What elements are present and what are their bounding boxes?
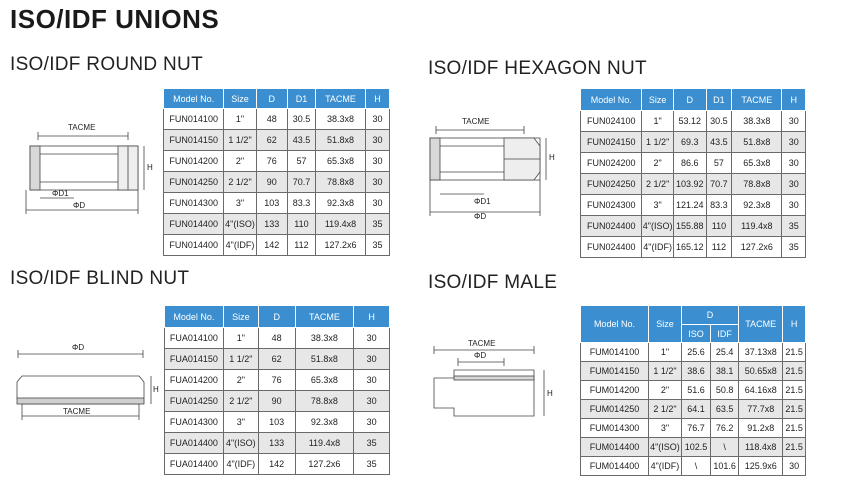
table-cell: FUN014100 — [164, 109, 224, 130]
table-cell: 78.8x8 — [316, 172, 366, 193]
round-nut-drawing — [18, 118, 158, 218]
hexagon-nut-drawing — [424, 112, 574, 222]
table-cell: 2" — [648, 381, 681, 400]
table-cell: 1" — [648, 343, 681, 362]
table-cell: 1 1/2" — [642, 132, 673, 153]
table-row — [581, 457, 806, 476]
table-cell: 64.1 — [682, 400, 711, 419]
column-header: Model No. — [581, 89, 642, 111]
table-cell: 21.5 — [783, 362, 806, 381]
column-header: H — [366, 89, 390, 109]
table-cell: 50.65x8 — [739, 362, 783, 381]
table-row — [165, 328, 390, 349]
table-row — [581, 132, 806, 153]
table-cell: 112 — [287, 235, 315, 256]
table-row — [164, 235, 390, 256]
table-cell: 4"(IDF) — [648, 457, 681, 476]
table-cell: 51.8x8 — [316, 130, 366, 151]
table-cell: FUN014150 — [164, 130, 224, 151]
table-cell: 30 — [354, 391, 390, 412]
column-header: Model No. — [581, 306, 649, 343]
table-cell: 101.6 — [711, 457, 739, 476]
table-cell: 142 — [258, 454, 295, 475]
table-row — [581, 174, 806, 195]
table-cell: 43.5 — [706, 132, 732, 153]
table-cell: 64.16x8 — [739, 381, 783, 400]
column-header: D — [673, 89, 706, 111]
table-cell: 118.4x8 — [739, 438, 783, 457]
table-cell: 30 — [782, 195, 806, 216]
table-cell: 76.7 — [682, 419, 711, 438]
table-cell: 30.5 — [287, 109, 315, 130]
column-header: Size — [224, 89, 256, 109]
table-cell: 78.8x8 — [732, 174, 782, 195]
table-cell: 62 — [256, 130, 287, 151]
table-cell: FUA014150 — [165, 349, 224, 370]
table-cell: 127.2x6 — [316, 235, 366, 256]
table-cell: 35 — [354, 454, 390, 475]
table-cell: 2" — [223, 370, 258, 391]
table-cell: 3" — [648, 419, 681, 438]
table-cell: 30 — [354, 328, 390, 349]
table-cell: 2 1/2" — [642, 174, 673, 195]
male-h-label: H — [547, 389, 553, 398]
table-cell: 78.8x8 — [295, 391, 354, 412]
column-header: TACME — [316, 89, 366, 109]
table-cell: 51.8x8 — [295, 349, 354, 370]
round-nut-d1-label: ΦD1 — [52, 189, 69, 198]
table-cell: 90 — [256, 172, 287, 193]
column-header: D1 — [706, 89, 732, 111]
column-header: D — [258, 306, 295, 328]
table-cell: 103.92 — [673, 174, 706, 195]
hexagon-nut-d-label: ΦD — [474, 212, 487, 221]
table-cell: 4"(IDF) — [224, 235, 256, 256]
table-cell: 30 — [354, 370, 390, 391]
column-header: D1 — [287, 89, 315, 109]
table-cell: FUM014150 — [581, 362, 649, 381]
table-cell: FUN024300 — [581, 195, 642, 216]
table-cell: 30 — [354, 349, 390, 370]
table-cell: FUA014200 — [165, 370, 224, 391]
table-cell: 65.3x8 — [732, 153, 782, 174]
table-cell: 35 — [366, 235, 390, 256]
table-cell: 35 — [782, 237, 806, 258]
table-cell: 1" — [223, 328, 258, 349]
table-cell: 1" — [224, 109, 256, 130]
hexagon-nut-h-label: H — [549, 153, 555, 162]
table-cell: 25.6 — [682, 343, 711, 362]
column-header: H — [782, 89, 806, 111]
blind-nut-h-label: H — [153, 385, 159, 394]
table-cell: 155.88 — [673, 216, 706, 237]
column-header: H — [783, 306, 806, 343]
table-cell: 133 — [256, 214, 287, 235]
table-cell: 92.3x8 — [732, 195, 782, 216]
table-cell: 119.4x8 — [316, 214, 366, 235]
table-cell: 165.12 — [673, 237, 706, 258]
round-nut-title: ISO/IDF ROUND NUT — [10, 54, 203, 75]
table-cell: 83.3 — [287, 193, 315, 214]
table-cell: FUM014250 — [581, 400, 649, 419]
male-d-label: ΦD — [474, 351, 487, 360]
table-cell: 4"(IDF) — [223, 454, 258, 475]
table-row — [581, 419, 806, 438]
column-header: Size — [223, 306, 258, 328]
table-cell: 2 1/2" — [223, 391, 258, 412]
table-cell: 142 — [256, 235, 287, 256]
table-cell: 110 — [706, 216, 732, 237]
table-cell: 76 — [256, 151, 287, 172]
round-nut-tacme-label: TACME — [68, 123, 96, 132]
table-cell: 90 — [258, 391, 295, 412]
table-cell: 3" — [223, 412, 258, 433]
table-cell: FUN024400 — [581, 237, 642, 258]
table-cell: 43.5 — [287, 130, 315, 151]
table-cell: 69.3 — [673, 132, 706, 153]
column-header: Size — [648, 306, 681, 343]
table-cell: FUA014400 — [165, 454, 224, 475]
table-cell: 63.5 — [711, 400, 739, 419]
table-cell: 119.4x8 — [732, 216, 782, 237]
table-row — [581, 400, 806, 419]
table-row — [581, 362, 806, 381]
table-cell: 30 — [366, 151, 390, 172]
table-cell: 38.3x8 — [316, 109, 366, 130]
table-cell: 125.9x6 — [739, 457, 783, 476]
table-cell: FUN024100 — [581, 111, 642, 132]
male-table — [580, 305, 806, 476]
sub-column-header: ISO — [682, 325, 711, 343]
table-row — [164, 151, 390, 172]
table-cell: 110 — [287, 214, 315, 235]
table-cell: FUN024400 — [581, 216, 642, 237]
table-cell: 30 — [782, 132, 806, 153]
hexagon-nut-title: ISO/IDF HEXAGON NUT — [428, 58, 647, 79]
hexagon-nut-table — [580, 88, 806, 258]
table-cell: 53.12 — [673, 111, 706, 132]
table-cell: 2" — [224, 151, 256, 172]
table-cell: 38.6 — [682, 362, 711, 381]
blind-nut-drawing — [8, 340, 158, 430]
table-cell: 65.3x8 — [316, 151, 366, 172]
table-row — [165, 412, 390, 433]
table-cell: FUM014400 — [581, 457, 649, 476]
table-cell: 70.7 — [706, 174, 732, 195]
table-cell: FUN024200 — [581, 153, 642, 174]
table-row — [165, 433, 390, 454]
table-row — [581, 438, 806, 457]
table-cell: FUN014200 — [164, 151, 224, 172]
table-cell: 51.8x8 — [732, 132, 782, 153]
table-cell: 127.2x6 — [732, 237, 782, 258]
column-header: H — [354, 306, 390, 328]
blind-nut-table — [164, 305, 390, 475]
table-cell: 21.5 — [783, 419, 806, 438]
table-cell: 21.5 — [783, 381, 806, 400]
table-row — [581, 216, 806, 237]
table-cell: 76.2 — [711, 419, 739, 438]
blind-nut-tacme-label: TACME — [63, 407, 91, 416]
table-cell: 1 1/2" — [223, 349, 258, 370]
male-drawing — [424, 336, 574, 446]
table-cell: 4"(ISO) — [223, 433, 258, 454]
table-cell: 1 1/2" — [224, 130, 256, 151]
male-tacme-label: TACME — [468, 339, 496, 348]
table-cell: FUN024250 — [581, 174, 642, 195]
column-header: TACME — [739, 306, 783, 343]
table-cell: 57 — [706, 153, 732, 174]
table-cell: 65.3x8 — [295, 370, 354, 391]
table-cell: FUN024150 — [581, 132, 642, 153]
table-cell: 30 — [366, 109, 390, 130]
table-row — [581, 111, 806, 132]
round-nut-d-label: ΦD — [73, 201, 86, 210]
table-row — [165, 454, 390, 475]
page-title: ISO/IDF UNIONS — [10, 4, 220, 34]
table-row — [164, 109, 390, 130]
table-cell: FUA014250 — [165, 391, 224, 412]
table-cell: 2 1/2" — [224, 172, 256, 193]
table-cell: FUM014300 — [581, 419, 649, 438]
table-cell: 30 — [782, 111, 806, 132]
table-row — [165, 391, 390, 412]
table-cell: 1" — [642, 111, 673, 132]
table-cell: 3" — [642, 195, 673, 216]
table-row — [164, 172, 390, 193]
table-cell: FUA014300 — [165, 412, 224, 433]
hexagon-nut-d1-label: ΦD1 — [474, 197, 491, 206]
table-cell: 30 — [782, 174, 806, 195]
table-cell: 1 1/2" — [648, 362, 681, 381]
table-cell: 62 — [258, 349, 295, 370]
table-cell: 121.24 — [673, 195, 706, 216]
table-cell: 4"(ISO) — [642, 216, 673, 237]
table-cell: 35 — [366, 214, 390, 235]
table-cell: 21.5 — [783, 400, 806, 419]
table-cell: 21.5 — [783, 438, 806, 457]
table-row — [581, 195, 806, 216]
table-row — [581, 237, 806, 258]
table-cell: FUN014400 — [164, 235, 224, 256]
table-cell: 30 — [783, 457, 806, 476]
column-header: Model No. — [165, 306, 224, 328]
sub-column-header: IDF — [711, 325, 739, 343]
table-cell: 25.4 — [711, 343, 739, 362]
table-cell: 30 — [354, 412, 390, 433]
table-cell: 127.2x6 — [295, 454, 354, 475]
table-cell: 30 — [782, 153, 806, 174]
table-cell: 112 — [706, 237, 732, 258]
table-row — [164, 193, 390, 214]
table-cell: 2" — [642, 153, 673, 174]
table-cell: FUA014100 — [165, 328, 224, 349]
column-header: D — [682, 306, 739, 325]
table-cell: 133 — [258, 433, 295, 454]
table-cell: 30 — [366, 193, 390, 214]
table-cell: 3" — [224, 193, 256, 214]
round-nut-table — [163, 88, 390, 256]
table-row — [581, 343, 806, 362]
table-cell: 4"(ISO) — [648, 438, 681, 457]
table-row — [165, 370, 390, 391]
table-cell: FUM014200 — [581, 381, 649, 400]
table-cell: 48 — [258, 328, 295, 349]
table-cell: 2 1/2" — [648, 400, 681, 419]
table-cell: 57 — [287, 151, 315, 172]
column-header: D — [256, 89, 287, 109]
table-row — [164, 214, 390, 235]
table-cell: 30.5 — [706, 111, 732, 132]
table-cell: 86.6 — [673, 153, 706, 174]
table-row — [164, 130, 390, 151]
table-cell: 119.4x8 — [295, 433, 354, 454]
table-cell: FUA014400 — [165, 433, 224, 454]
column-header: TACME — [732, 89, 782, 111]
table-cell: 37.13x8 — [739, 343, 783, 362]
column-header: TACME — [295, 306, 354, 328]
table-cell: FUM014400 — [581, 438, 649, 457]
table-cell: 35 — [782, 216, 806, 237]
table-cell: 103 — [258, 412, 295, 433]
table-cell: 35 — [354, 433, 390, 454]
table-cell: 30 — [366, 130, 390, 151]
column-header: Size — [642, 89, 673, 111]
table-cell: 77.7x8 — [739, 400, 783, 419]
table-cell: 48 — [256, 109, 287, 130]
table-cell: FUN014400 — [164, 214, 224, 235]
table-cell: 83.3 — [706, 195, 732, 216]
table-cell: 51.6 — [682, 381, 711, 400]
table-cell: 4"(ISO) — [224, 214, 256, 235]
table-cell: FUN014300 — [164, 193, 224, 214]
table-cell: 38.3x8 — [295, 328, 354, 349]
table-cell: \ — [711, 438, 739, 457]
blind-nut-d-label: ΦD — [72, 343, 85, 352]
table-cell: FUM014100 — [581, 343, 649, 362]
table-cell: 70.7 — [287, 172, 315, 193]
table-cell: 92.3x8 — [316, 193, 366, 214]
table-cell: 50.8 — [711, 381, 739, 400]
table-row — [581, 153, 806, 174]
table-cell: 38.1 — [711, 362, 739, 381]
table-cell: 102.5 — [682, 438, 711, 457]
round-nut-h-label: H — [147, 163, 153, 172]
table-cell: 92.3x8 — [295, 412, 354, 433]
table-cell: FUN014250 — [164, 172, 224, 193]
table-cell: 91.2x8 — [739, 419, 783, 438]
table-row — [581, 381, 806, 400]
table-row — [165, 349, 390, 370]
table-cell: 38.3x8 — [732, 111, 782, 132]
table-cell: 4"(IDF) — [642, 237, 673, 258]
table-cell: 103 — [256, 193, 287, 214]
table-cell: 76 — [258, 370, 295, 391]
table-cell: 21.5 — [783, 343, 806, 362]
table-cell: \ — [682, 457, 711, 476]
hexagon-nut-tacme-label: TACME — [462, 117, 490, 126]
table-cell: 30 — [366, 172, 390, 193]
column-header: Model No. — [164, 89, 224, 109]
blind-nut-title: ISO/IDF BLIND NUT — [10, 268, 190, 289]
male-title: ISO/IDF MALE — [428, 272, 558, 293]
